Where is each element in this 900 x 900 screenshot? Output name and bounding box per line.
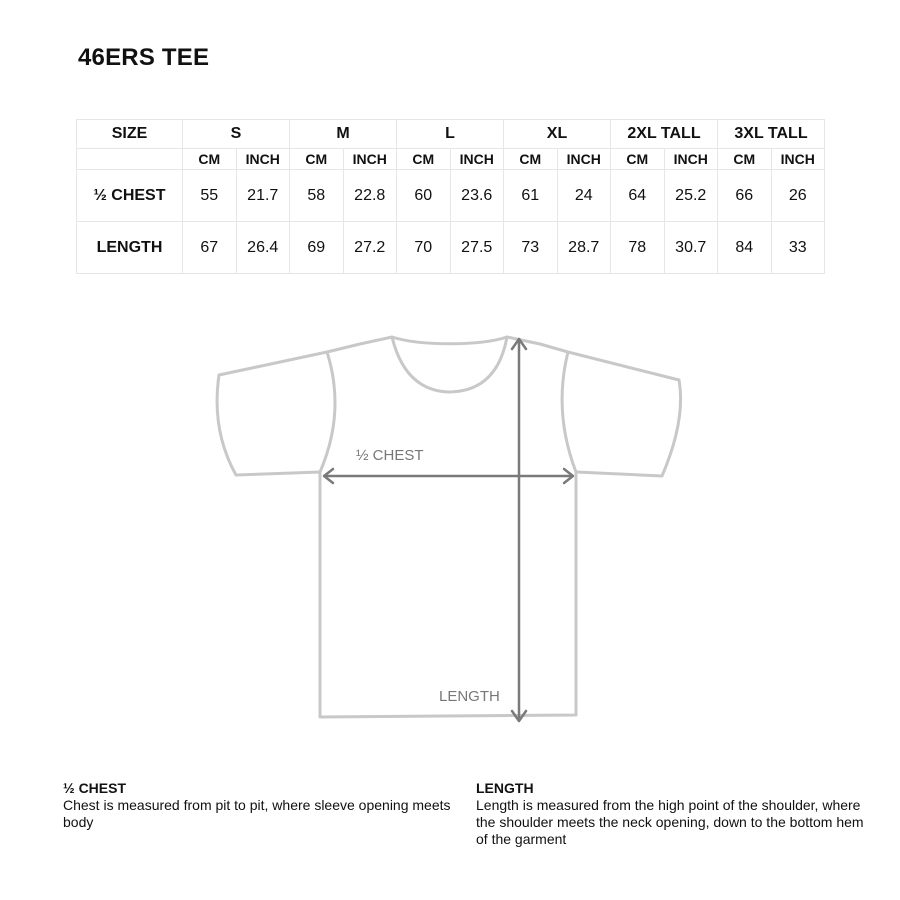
chest-note-text: Chest is measured from pit to pit, where sleeve opening meets body [63, 797, 451, 830]
table-cell: 66 [718, 170, 772, 222]
length-label: LENGTH [439, 688, 500, 705]
size-xl: XL [504, 120, 611, 149]
table-cell: 27.2 [343, 222, 397, 274]
size-l: L [397, 120, 504, 149]
unit-inch: INCH [450, 149, 504, 170]
table-cell: 28.7 [557, 222, 611, 274]
page-title: 46ERS TEE [78, 44, 210, 71]
chest-arrow [324, 469, 573, 483]
table-cell: 23.6 [450, 170, 504, 222]
length-note-heading: LENGTH [476, 780, 534, 796]
unit-cm: CM [290, 149, 344, 170]
unit-cm: CM [504, 149, 558, 170]
table-cell: 60 [397, 170, 451, 222]
unit-cm: CM [611, 149, 665, 170]
unit-inch: INCH [343, 149, 397, 170]
table-cell: 69 [290, 222, 344, 274]
table-cell: 22.8 [343, 170, 397, 222]
table-cell: 64 [611, 170, 665, 222]
table-cell: 27.5 [450, 222, 504, 274]
size-chart-table [76, 119, 825, 274]
chest-note-heading: ½ CHEST [63, 780, 127, 796]
row-label-chest: ½ CHEST [77, 170, 183, 222]
table-cell: 21.7 [236, 170, 290, 222]
size-header: SIZE [77, 120, 183, 149]
unit-cm: CM [718, 149, 772, 170]
size-m: M [290, 120, 397, 149]
size-s: S [183, 120, 290, 149]
table-cell: 78 [611, 222, 665, 274]
size-2xl-tall: 2XL TALL [611, 120, 718, 149]
length-arrow [512, 339, 526, 721]
unit-cm: CM [397, 149, 451, 170]
table-cell: 26 [771, 170, 825, 222]
tshirt-outline [217, 337, 681, 717]
table-cell: 73 [504, 222, 558, 274]
chest-row [77, 170, 825, 222]
tshirt-diagram [210, 325, 690, 735]
length-note [476, 780, 876, 848]
unit-inch: INCH [664, 149, 718, 170]
row-label-length: LENGTH [77, 222, 183, 274]
chest-label: ½ CHEST [356, 447, 424, 464]
unit-inch: INCH [236, 149, 290, 170]
table-cell: 26.4 [236, 222, 290, 274]
table-cell: 33 [771, 222, 825, 274]
unit-inch: INCH [557, 149, 611, 170]
table-cell: 61 [504, 170, 558, 222]
size-header-row [77, 120, 825, 149]
table-cell: 25.2 [664, 170, 718, 222]
unit-cm: CM [183, 149, 237, 170]
table-cell: 84 [718, 222, 772, 274]
table-cell: 70 [397, 222, 451, 274]
unit-blank [77, 149, 183, 170]
size-3xl-tall: 3XL TALL [718, 120, 825, 149]
unit-inch: INCH [771, 149, 825, 170]
table-cell: 58 [290, 170, 344, 222]
length-note-text: Length is measured from the high point of the shoulder, where the shoulder meets the neck opening, down to the bottom hem of the garment [476, 797, 864, 847]
table-cell: 55 [183, 170, 237, 222]
length-row [77, 222, 825, 274]
chest-note [63, 780, 463, 831]
table-cell: 30.7 [664, 222, 718, 274]
unit-header-row [77, 149, 825, 170]
table-cell: 24 [557, 170, 611, 222]
table-cell: 67 [183, 222, 237, 274]
